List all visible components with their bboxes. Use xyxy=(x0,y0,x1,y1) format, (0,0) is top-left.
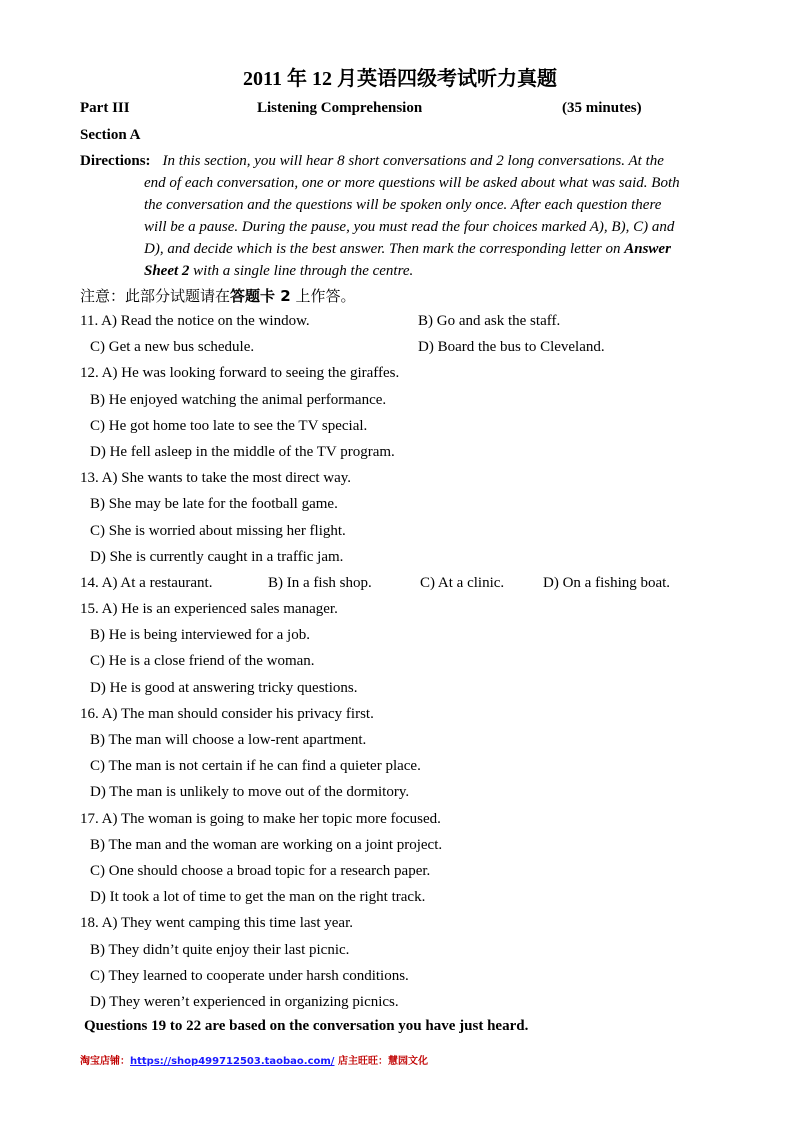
option-c: C) They learned to cooperate under harsh conditions. xyxy=(90,967,409,984)
option-c: C) The man is not certain if he can find a quieter place. xyxy=(90,758,421,775)
option-d: D) He fell asleep in the middle of the TV program. xyxy=(90,443,395,460)
option-c: C) He got home too late to see the TV special. xyxy=(90,417,368,434)
part-name: Listening Comprehension xyxy=(257,100,423,116)
option-b: B) He is being interviewed for a job. xyxy=(90,627,310,644)
footer xyxy=(80,1052,428,1067)
option-a: 17. A) The woman is going to make her topic more focused. xyxy=(80,810,441,827)
directions-line: the conversation and the questions will be spoken only once. After each question there xyxy=(144,197,662,213)
directions-label: Directions: xyxy=(80,153,151,169)
directions-line: D), and decide which is the best answer. Then mark the corresponding letter on xyxy=(144,241,625,257)
directions-line: end of each conversation, one or more questions will be asked about what was said. Both xyxy=(144,175,680,191)
question-row xyxy=(80,467,720,493)
shop-label: 淘宝店铺： xyxy=(80,1056,130,1067)
question-row xyxy=(80,362,720,388)
directions-line: will be a pause. During the pause, you must read the four choices marked A), B), C) and xyxy=(144,219,675,235)
directions-tail: with a single line through the centre. xyxy=(189,263,414,279)
question-row xyxy=(80,729,720,755)
question-row xyxy=(80,310,720,336)
part-label: Part III xyxy=(80,100,130,116)
question-row xyxy=(80,441,720,467)
question-row xyxy=(80,808,720,834)
option-c: C) She is worried about missing her flight. xyxy=(90,522,346,539)
question-row xyxy=(80,965,720,991)
page-title: 2011 年 12 月英语四级考试听力真题 xyxy=(243,68,557,90)
question-row xyxy=(80,389,720,415)
note-bold: 答题卡 2 xyxy=(230,287,291,305)
question-row xyxy=(80,572,720,598)
question-row xyxy=(80,703,720,729)
option-d: D) Board the bus to Cleveland. xyxy=(418,339,605,356)
option-d: D) The man is unlikely to move out of the dormitory. xyxy=(90,784,410,801)
option-d: D) She is currently caught in a traffic jam. xyxy=(90,548,344,565)
option-a: 14. A) At a restaurant. xyxy=(80,574,213,591)
question-row xyxy=(80,493,720,519)
question-row xyxy=(80,546,720,572)
question-row xyxy=(80,860,720,886)
option-b: B) She may be late for the football game. xyxy=(90,496,338,513)
option-b: B) In a fish shop. xyxy=(268,574,372,591)
question-row xyxy=(80,598,720,624)
option-d: D) It took a lot of time to get the man on the right track. xyxy=(90,889,426,906)
question-row xyxy=(80,677,720,703)
section-label: Section A xyxy=(80,127,141,143)
question-row xyxy=(80,336,720,362)
option-b: B) The man will choose a low-rent apartment. xyxy=(90,732,367,748)
note-line xyxy=(80,285,355,306)
question-row xyxy=(80,650,720,676)
question-row xyxy=(80,991,720,1017)
option-c: C) He is a close friend of the woman. xyxy=(90,653,315,670)
option-a: 15. A) He is an experienced sales manager. xyxy=(80,601,338,618)
option-c: C) One should choose a broad topic for a research paper. xyxy=(90,862,431,879)
answer-sheet-bold: Answer xyxy=(624,241,671,257)
questions-list xyxy=(80,310,720,1017)
option-d: D) On a fishing boat. xyxy=(543,574,671,591)
question-row xyxy=(80,520,720,546)
question-row xyxy=(80,755,720,781)
note-post: 上作答。 xyxy=(290,287,356,305)
option-b: B) They didn’t quite enjoy their last picnic. xyxy=(90,941,350,958)
note-pre: 注意：此部分试题请在 xyxy=(80,287,231,305)
question-row xyxy=(80,834,720,860)
option-b: B) Go and ask the staff. xyxy=(418,313,561,329)
option-a: 18. A) They went camping this time last year. xyxy=(80,915,354,932)
option-b: B) The man and the woman are working on a joint project. xyxy=(90,836,443,853)
question-row xyxy=(80,415,720,441)
question-row xyxy=(80,912,720,938)
question-row xyxy=(80,624,720,650)
conversation-heading: Questions 19 to 22 are based on the conversation you have just heard. xyxy=(84,1018,529,1034)
option-a: 16. A) The man should consider his privacy first. xyxy=(80,705,374,722)
option-c: C) At a clinic. xyxy=(420,574,505,591)
part-time: (35 minutes) xyxy=(562,100,642,116)
option-d: D) They weren’t experienced in organizing picnics. xyxy=(90,993,399,1010)
option-a: 12. A) He was looking forward to seeing the giraffes. xyxy=(80,365,400,382)
option-a: 11. A) Read the notice on the window. xyxy=(80,313,310,329)
answer-sheet-bold: Sheet 2 xyxy=(144,263,190,279)
question-row xyxy=(80,781,720,807)
part-header xyxy=(80,100,700,122)
question-row xyxy=(80,886,720,912)
option-d: D) He is good at answering tricky questions. xyxy=(90,679,358,696)
option-a: 13. A) She wants to take the most direct way. xyxy=(80,470,352,487)
question-row xyxy=(80,939,720,965)
shop-link[interactable]: https://shop499712503.taobao.com/ xyxy=(130,1056,335,1067)
option-b: B) He enjoyed watching the animal performance. xyxy=(90,391,387,408)
option-c: C) Get a new bus schedule. xyxy=(90,339,255,356)
directions-block xyxy=(80,150,728,282)
directions-line: In this section, you will hear 8 short conversations and 2 long conversations. At the xyxy=(162,153,664,169)
owner-label: 店主旺旺：慧园文化 xyxy=(334,1056,428,1067)
